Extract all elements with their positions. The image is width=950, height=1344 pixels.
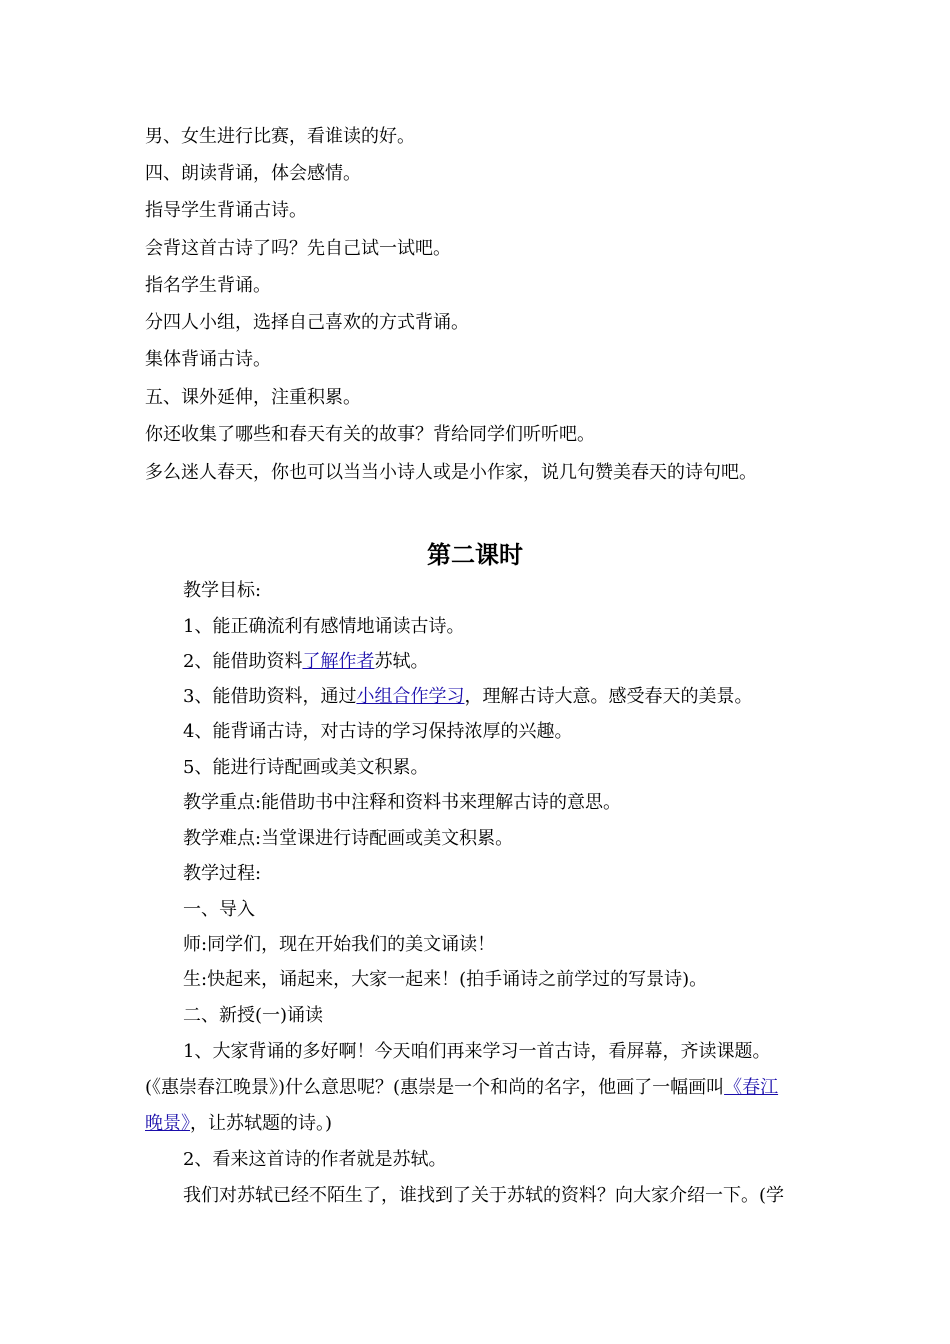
process-heading: 教学过程:	[183, 863, 262, 884]
difficulty: 教学难点:当堂课进行诗配画或美文积累。	[183, 828, 514, 849]
text-line: 男、女生进行比赛，看谁读的好。	[145, 126, 415, 147]
goal-item: 4、能背诵古诗，对古诗的学习保持浓厚的兴趣。	[183, 721, 573, 742]
goal-text: 2、能借助资料	[183, 651, 303, 672]
section-title: 第二课时	[427, 541, 523, 569]
goal-item	[183, 685, 752, 709]
paragraph-line	[145, 1076, 778, 1100]
text-line: 分四人小组，选择自己喜欢的方式背诵。	[145, 312, 469, 333]
goal-text: 苏轼。	[374, 651, 429, 672]
paragraph-text: (《惠崇春江晚景》)什么意思呢？(惠崇是一个和尚的名字，他画了一幅画叫	[145, 1077, 725, 1098]
student-line: 生:快起来，诵起来，大家一起来！(拍手诵诗之前学过的写景诗)。	[183, 969, 708, 990]
paragraph-line: 1、大家背诵的多好啊！今天咱们再来学习一首古诗，看屏幕，齐读课题。	[183, 1041, 771, 1062]
goals-heading: 教学目标:	[183, 580, 262, 601]
goal-item	[183, 650, 428, 674]
text-line: 指名学生背诵。	[145, 275, 271, 296]
link-group-study[interactable]: 小组合作学习	[356, 686, 465, 707]
text-line: 会背这首古诗了吗？先自己试一试吧。	[145, 238, 451, 259]
teacher-line: 师:同学们，现在开始我们的美文诵读！	[183, 934, 496, 955]
paragraph-text: ，让苏轼题的诗。)	[190, 1113, 333, 1134]
step-heading: 一、导入	[183, 899, 255, 920]
link-learn-author[interactable]: 了解作者	[302, 651, 375, 672]
goal-item: 5、能进行诗配画或美文积累。	[183, 757, 429, 778]
goal-text: 3、能借助资料，通过	[183, 686, 357, 707]
paragraph-line: 2、看来这首诗的作者就是苏轼。	[183, 1149, 447, 1170]
paragraph-line	[145, 1112, 332, 1136]
text-line: 多么迷人春天，你也可以当当小诗人或是小作家，说几句赞美春天的诗句吧。	[145, 462, 757, 483]
link-painting-title-cont[interactable]: 晚景》	[145, 1113, 190, 1134]
text-line: 四、朗读背诵，体会感情。	[145, 163, 361, 184]
step-heading: 二、新授(一)诵读	[183, 1005, 324, 1026]
text-line: 五、课外延伸，注重积累。	[145, 387, 361, 408]
text-line: 集体背诵古诗。	[145, 349, 271, 370]
goal-text: ，理解古诗大意。感受春天的美景。	[464, 686, 753, 707]
goal-item: 1、能正确流利有感情地诵读古诗。	[183, 616, 465, 637]
paragraph-line: 我们对苏轼已经不陌生了，谁找到了关于苏轼的资料？向大家介绍一下。(学	[183, 1185, 785, 1206]
key-point: 教学重点:能借助书中注释和资料书来理解古诗的意思。	[183, 792, 622, 813]
link-painting-title[interactable]: 《春江	[724, 1077, 779, 1098]
text-line: 指导学生背诵古诗。	[145, 200, 307, 221]
text-line: 你还收集了哪些和春天有关的故事？背给同学们听听吧。	[145, 424, 595, 445]
